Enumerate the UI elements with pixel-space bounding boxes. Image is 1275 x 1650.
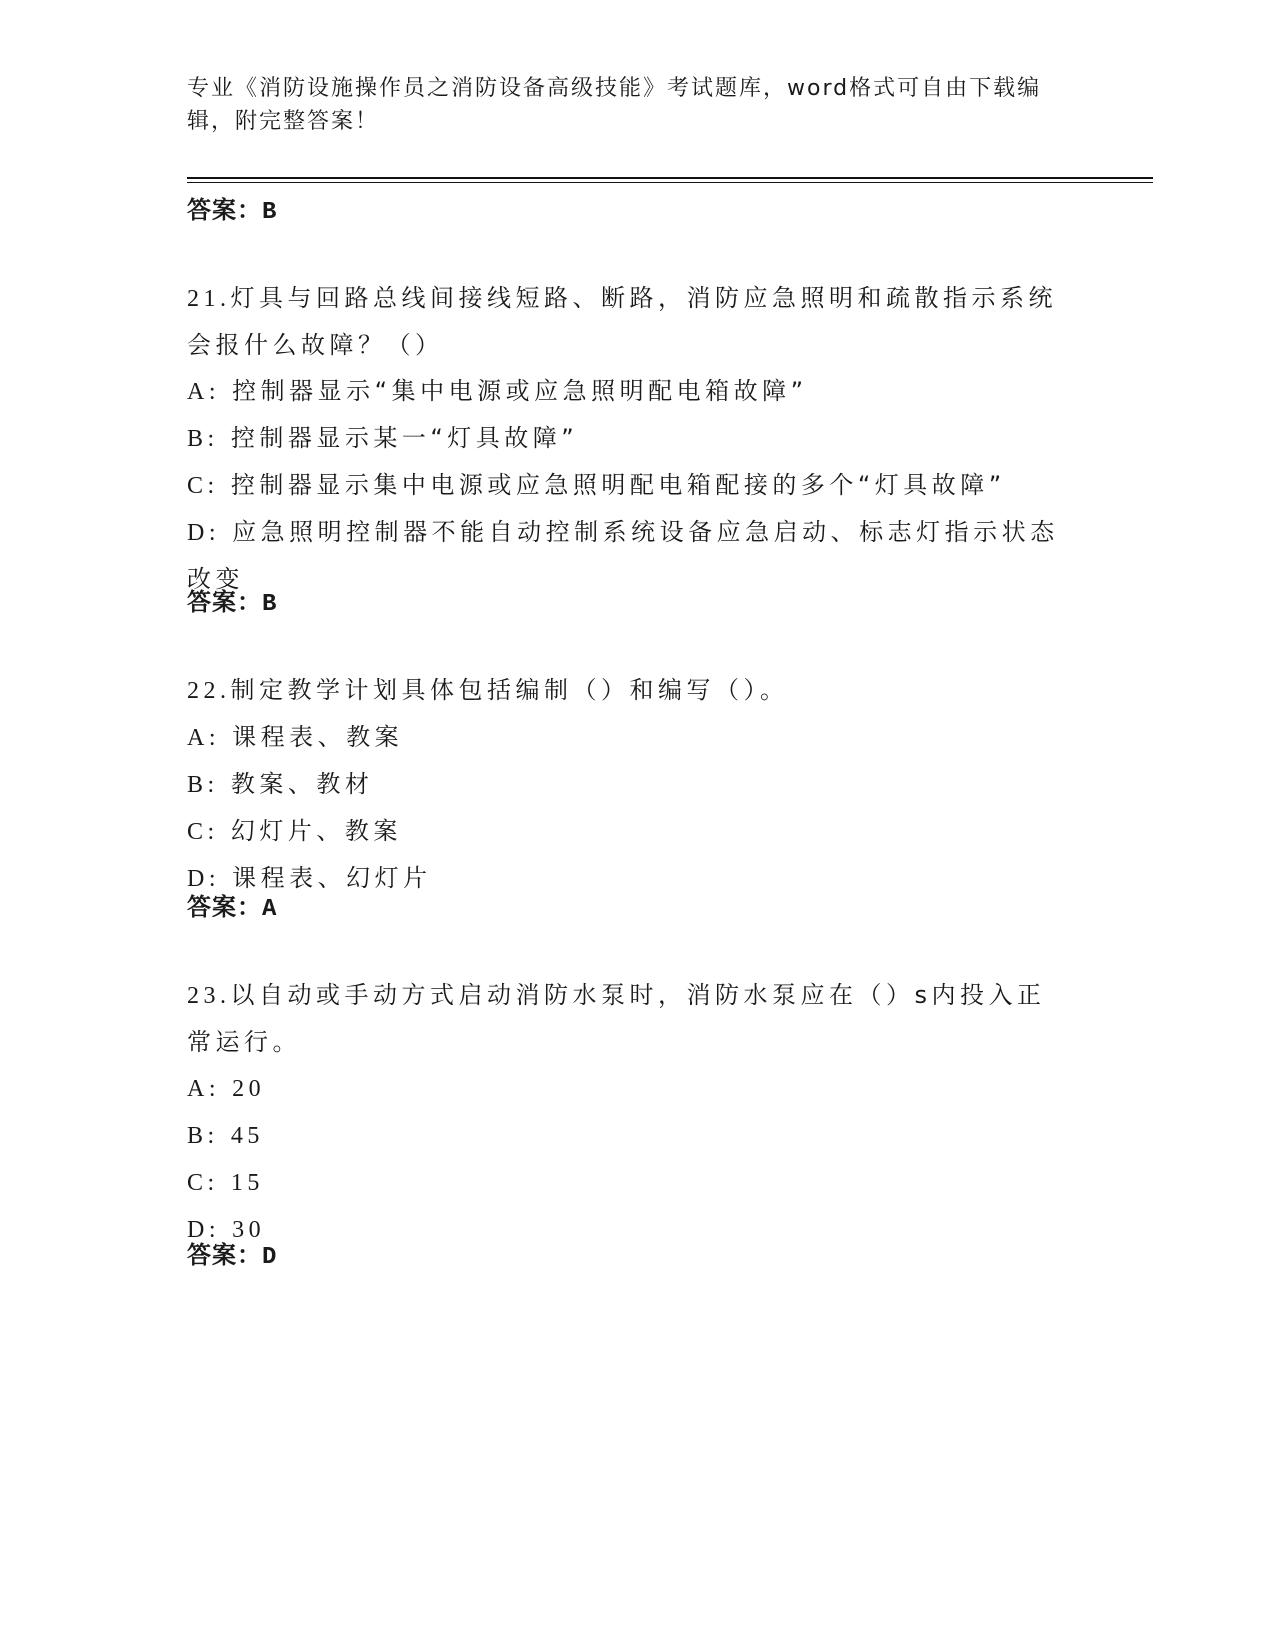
answer-value: B (262, 591, 278, 618)
answer-prev (187, 190, 277, 226)
question-number: 23. (187, 983, 231, 1009)
option-text: 幻灯片、教案 (230, 817, 402, 845)
question-number: 22. (187, 678, 231, 704)
option-key: B: (187, 426, 219, 452)
option-text: 15 (230, 1170, 264, 1196)
header-line-1: 专业《消防设施操作员之消防设备高级技能》考试题库，word格式可自由下载编 (187, 76, 1042, 101)
answer-label: 答案： (187, 196, 262, 224)
question-21 (187, 275, 1067, 602)
option-text: 20 (232, 1076, 266, 1102)
option-key: C: (187, 473, 219, 499)
option-text: 课程表、幻灯片 (232, 864, 432, 892)
answer-label: 答案： (187, 893, 262, 921)
question-stem-line-2: 会报什么故障？（） (187, 331, 444, 359)
option-key: D: (187, 866, 220, 892)
header-rule-thin (187, 182, 1153, 183)
option-text: 30 (232, 1217, 266, 1243)
option-text: 课程表、教案 (232, 723, 404, 751)
question-stem-line-1: 以自动或手动方式启动消防水泵时，消防水泵应在（）s内投入正 (230, 981, 1046, 1009)
option-c (187, 808, 1067, 855)
option-d-continued: 改变 (187, 565, 244, 593)
option-text: 教案、教材 (230, 770, 374, 798)
question-number: 21. (187, 286, 231, 312)
option-text: 控制器显示某一“灯具故障” (230, 424, 579, 452)
header-rule-thick (187, 177, 1153, 179)
question-stem (187, 972, 1067, 1019)
option-b (187, 1112, 1067, 1159)
question-stem-line-2: 常运行。 (187, 1028, 301, 1056)
option-d (187, 1206, 1067, 1253)
question-stem-line-1: 灯具与回路总线间接线短路、断路，消防应急照明和疏散指示系统 (230, 284, 1057, 312)
option-key: A: (187, 1076, 220, 1102)
question-stem (187, 275, 1067, 322)
option-a (187, 714, 1067, 761)
answer-value: D (262, 1244, 278, 1271)
option-a (187, 368, 1067, 415)
option-key: A: (187, 725, 220, 751)
option-key: B: (187, 772, 219, 798)
answer-value: A (262, 896, 278, 923)
answer-label: 答案： (187, 588, 262, 616)
option-key: D: (187, 1217, 220, 1243)
answer-21 (187, 582, 277, 618)
document-header (187, 72, 1087, 138)
option-a (187, 1065, 1067, 1112)
option-d (187, 509, 1067, 556)
option-text: 控制器显示集中电源或应急照明配电箱配接的多个“灯具故障” (230, 471, 1006, 499)
option-key: B: (187, 1123, 219, 1149)
answer-label: 答案： (187, 1241, 262, 1269)
option-d (187, 855, 1067, 902)
answer-23 (187, 1235, 277, 1271)
answer-value: B (262, 199, 278, 226)
question-22 (187, 667, 1067, 902)
option-b (187, 415, 1067, 462)
question-stem-line-1: 制定教学计划具体包括编制（）和编写（）。 (230, 676, 789, 704)
question-stem (187, 667, 1067, 714)
option-text: 控制器显示“集中电源或应急照明配电箱故障” (232, 377, 808, 405)
option-c (187, 462, 1067, 509)
option-key: C: (187, 1170, 219, 1196)
option-b (187, 761, 1067, 808)
header-line-2: 辑，附完整答案！ (187, 109, 380, 134)
option-key: C: (187, 819, 219, 845)
option-text: 45 (230, 1123, 264, 1149)
option-c (187, 1159, 1067, 1206)
question-23 (187, 972, 1067, 1253)
option-key: D: (187, 520, 220, 546)
answer-22 (187, 887, 277, 923)
option-text: 应急照明控制器不能自动控制系统设备应急启动、标志灯指示状态 (232, 518, 1059, 546)
option-key: A: (187, 379, 220, 405)
